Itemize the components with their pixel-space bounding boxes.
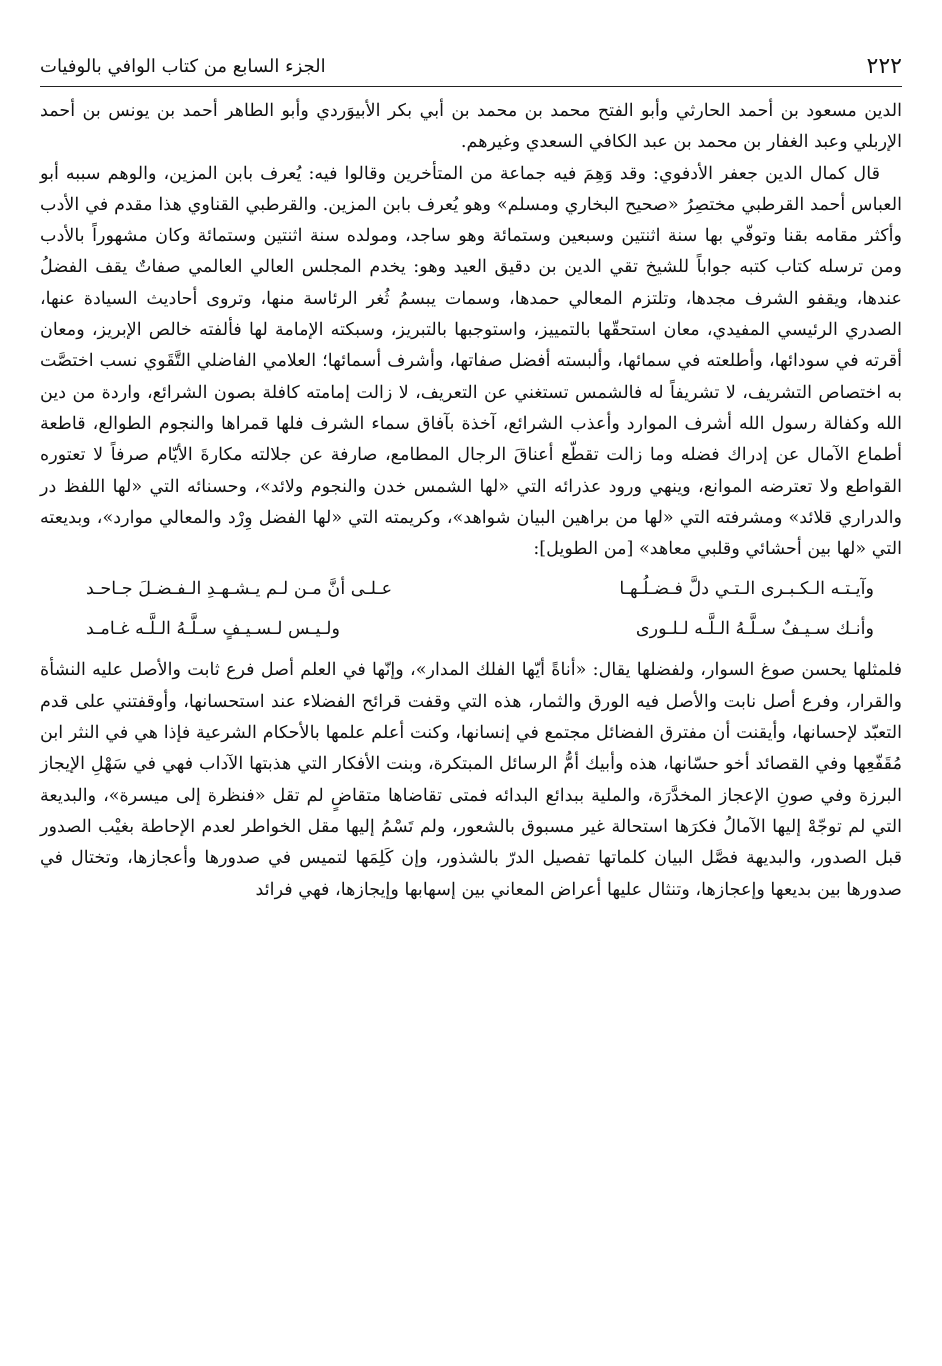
page-header [40,52,902,87]
running-title: الجزء السابع من كتاب الوافي بالوفيات [40,56,326,77]
poem-first-hemistich: وأنـك سـيـفٌ سـلَّـهُ الـلَّـه لـلـورى [635,619,874,640]
page-number: ٢٢٢ [866,54,902,79]
poem-first-hemistich: وآيـتـه الـكـبـرى الـتـي دلَّ فـضـلُـهـا [619,579,874,600]
poem-second-hemistich: عـلـى أنَّ مـن لـم يـشـهـدِ الـفـضـلَ جـاحـد [86,579,393,600]
document-page [40,0,902,1366]
poem-second-hemistich: ولـيـس لـسـيـفٍ سـلَّـهُ الـلَّـه غـامـد [86,619,340,640]
poem-line [40,569,902,609]
paragraph-continuation: الدين مسعود بن أحمد الحارثي وأبو الفتح محمد بن محمد بن أبي بكر الأبيوَردي وأبو الطاهر أحمد بن يونس بن أحمد الإربلي وعبد الغفار بن محمد بن عبد الكافي السعدي وغيرهم. [40,101,902,153]
paragraph-adfuwi-quote: قال كمال الدين جعفر الأدفوي: وقد وَهِمَ فيه جماعة من المتأخرين وقالوا فيه: يُعرف بابن المزين، والوهم سببه أبو العباس أحمد القرطبي مختصِرُ «صحيح البخاري ومسلم» وهو يُعرف بابن المزين. والقرطبي القناوي هذا مقدم في الأدب وأكثر مقامه بقنا وتوفّي بها سنة اثنتين وسبعين وستمائة وهو ساجد، ومولده سنة اثنتين وستمائة وكان مشهوراً بالأدب ومن ترسله كتاب كتبه جواباً للشيخ تقي الدين بن دقيق العيد وهو: يخدم المجلس العالي العالمي صفاتٌ يقف الفضلُ عندها، ويقفو الشرف مجدها، وتلتزم المعالي حمدها، وسمات يبسمُ ثُغر الرئاسة منها، وتروى أحاديث السيادة عنها، الصدري الرئيسي المفيدي، معان استحقّها بالتمييز، واستوجبها بالتبريز، وسبكته الإمامة لها فألفته خالص الإبريز، ومعان أقرته في سودائها، وأطلعته في سمائها، وألبسته أفضل صفاتها، وأشرف أسمائها؛ العلامي الفاضلي التَّقَوي نسب اختصَّت به اختصاص التشريف، لا تشريفاً له فالشمس تستغني عن التعريف، لا زالت إمامته كافلة بصون الشرائع، واردة من دين الله وكفالة رسول الله أشرف الموارد وأعذب الشرائع، آخذة بآفاق سماء الشرف فلها قمراها والنجوم الطوالع، قاطعة أطماع الآمال عن إدراك فضله وما زالت تقطّع أعناقَ الرجال المطامع، صارفة عن جلالته مكارةَ الأيّام صرفاً لا تعتوره القواطع ولا تعترضه الموانع، وينهي ورود عذرائه التي «لها الشمس خدن والنجوم ولائد»، وحسنائه التي «لها اللفظ در والدراري قلائد» ومشرفته التي «لها من براهين البيان شواهد»، وكريمته التي «لها الفضل وِرْد والمعالي موارد»، وبديعته التي «لها بين أحشائي وقلبي معاهد» [من الطويل]: [40,163,902,560]
body-text [40,96,902,906]
paragraph-closing: فلمثلها يحسن صوغ السوار، ولفضلها يقال: «أناةً أيّها الفلك المدار»، وإنّها في العلم أصل فرع ثابت والأصل عليه النشأة والقرار، وفرع أصل نابت والأصل فيه الورق والثمار، هذه التي وقفت قرائح الفضلاء عند استحسانها، وأوقفتني على قدم التعبّد لإحسانها، وأيقنت أن مفترق الفضائل مجتمع في إنسانها، وكنت أعلم علمها بالأحكام الشرعية فإذا هي في النثر ابن مُقَفّعِها وفي القصائد أخو حسّانها، هذه وأبيك أمُّ الرسائل المبتكرة، وبنت الأفكار التي هذبتها الآداب فهي في سَهْلِ الإيجاز البرزة وفي صونِ الإعجاز المخدَّرَة، والملية ببدائع البدائه فمتى تقاضاها متقاضٍ لم تقل «فنظرة إلى ميسرة»، والبديعة التي لم توجّهْ إليها الآمالُ فكرَها استحالة غير مسبوق بالشعور، ولم تَسْمُ إليها مقل الخواطر لعدم الإحاطة بغيْب الصدور قبل الصدور، والبديهة فصَّل البيان كلماتها تفصيل الدرّ بالشذور، وإن كَلِمَها لتميس في صدورها وأعجازها، وتختال في صدورها بين بديعها وإعجازها، وتنثال عليها أعراض المعاني بين إسهابها وإيجازها، فهي فرائد [40,660,902,900]
poem [40,569,902,649]
poem-line [40,609,902,649]
